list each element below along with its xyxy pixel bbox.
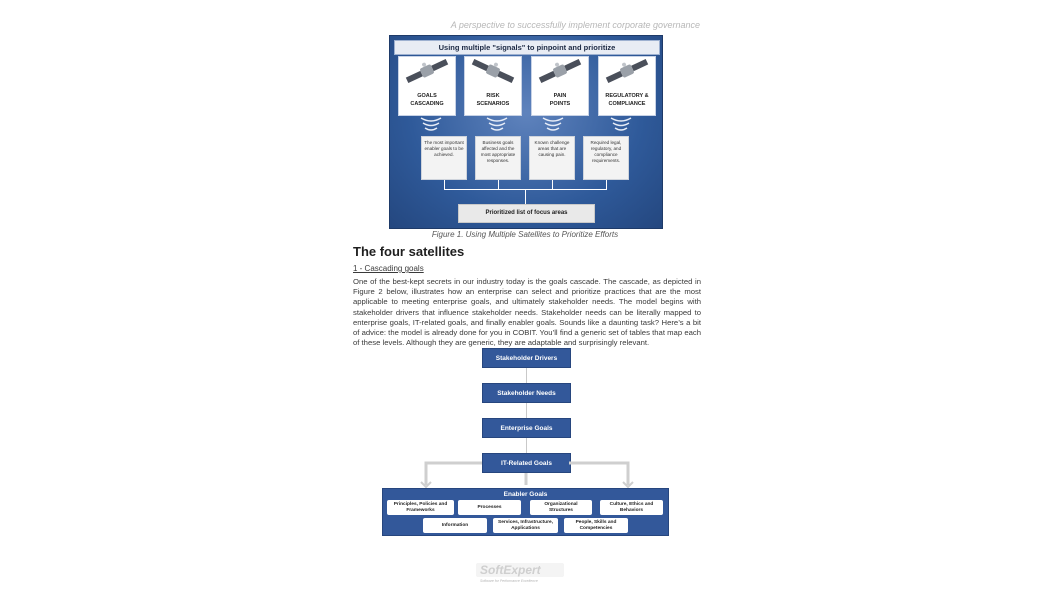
satellite-card-regulatory (598, 56, 656, 116)
enabler-item: Processes (458, 500, 521, 515)
enabler-goals-title: Enabler Goals (503, 491, 548, 498)
cascade-step-enterprise-goals: Enterprise Goals (482, 418, 571, 438)
satellite-label: GOALS CASCADING (410, 93, 444, 107)
arrow-down-icon (526, 368, 527, 383)
signal-waves-icon (418, 116, 444, 136)
connector-line (606, 180, 607, 189)
satellite-description: Known challenge areas that are causing pain. (529, 136, 575, 180)
cascade-step-stakeholder-needs: Stakeholder Needs (482, 383, 571, 403)
enabler-item: Culture, Ethics and Behaviors (600, 500, 663, 515)
figure-banner: Using multiple "signals" to pinpoint and prioritize (394, 40, 660, 55)
enabler-item: Principles, Policies and Frameworks (387, 500, 454, 515)
satellite-description: Required legal, regulatory, and compliance requirements. (583, 136, 629, 180)
enabler-item: People, Skills and Competencies (564, 518, 628, 533)
running-head: A perspective to successfully implement corporate governance (450, 20, 700, 30)
connector-line (525, 189, 526, 204)
arrow-down-icon (526, 438, 527, 453)
enabler-item: Information (423, 518, 487, 533)
signal-waves-icon (484, 116, 510, 136)
connector-line (444, 180, 445, 189)
satellite-description: The most important enabler goals to be achieved. (421, 136, 467, 180)
satellite-card-pain (531, 56, 589, 116)
cascade-step-stakeholder-drivers: Stakeholder Drivers (482, 348, 571, 368)
logo-text: SoftExpert (480, 563, 541, 577)
enabler-item: Organizational Structures (530, 500, 592, 515)
enabler-item: Services, Infrastructure, Applications (493, 518, 558, 533)
body-paragraph: One of the best-kept secrets in our industry today is the goals cascade. The cascade, as depicted in Figure 2 below, illustrates how an enterprise can select and prioritize practices that are the most applicable to meeting enterprise goals, and ultimately stakeholder needs. The model begins with stakeholder drivers that influence stakeholder needs. Stakeholder needs can be literally mapped to enterprise goals, IT-related goals, and finally enabler goals. Sounds like a daunting task? Here’s a bit of advice: the model is already done for you in COBIT. You’ll find a generic set of tables that map each of these levels. Although they are generic, they are adaptable and surprisingly relevant. (353, 277, 701, 348)
satellite-icon (469, 59, 517, 83)
satellite-icon (603, 59, 651, 83)
satellite-icon (536, 59, 584, 83)
figure-satellites (389, 35, 663, 229)
satellite-card-goals (398, 56, 456, 116)
enabler-goals-panel (382, 488, 669, 536)
signal-waves-icon (540, 116, 566, 136)
satellite-icon (403, 59, 451, 83)
prioritized-list-box: Prioritized list of focus areas (458, 204, 595, 223)
branch-arrows-icon (382, 455, 669, 488)
satellite-label: REGULATORY & COMPLIANCE (605, 93, 649, 107)
connector-line (498, 180, 499, 189)
satellite-label: PAIN POINTS (549, 93, 571, 107)
satellite-card-risk (464, 56, 522, 116)
signal-waves-icon (608, 116, 634, 136)
connector-line (552, 180, 553, 189)
satellite-description: Business goals affected and the most appropriate responses. (475, 136, 521, 180)
figure1-caption: Figure 1. Using Multiple Satellites to Prioritize Efforts (431, 230, 619, 239)
satellite-label: RISK SCENARIOS (476, 93, 510, 107)
arrow-down-icon (526, 403, 527, 418)
softexpert-logo (474, 561, 566, 585)
subsection-heading: 1 - Cascading goals (353, 264, 424, 273)
cascade-step-it-related-goals: IT-Related Goals (482, 453, 571, 473)
section-title: The four satellites (353, 244, 465, 259)
logo-tagline: Software for Performance Excellence (480, 579, 538, 583)
